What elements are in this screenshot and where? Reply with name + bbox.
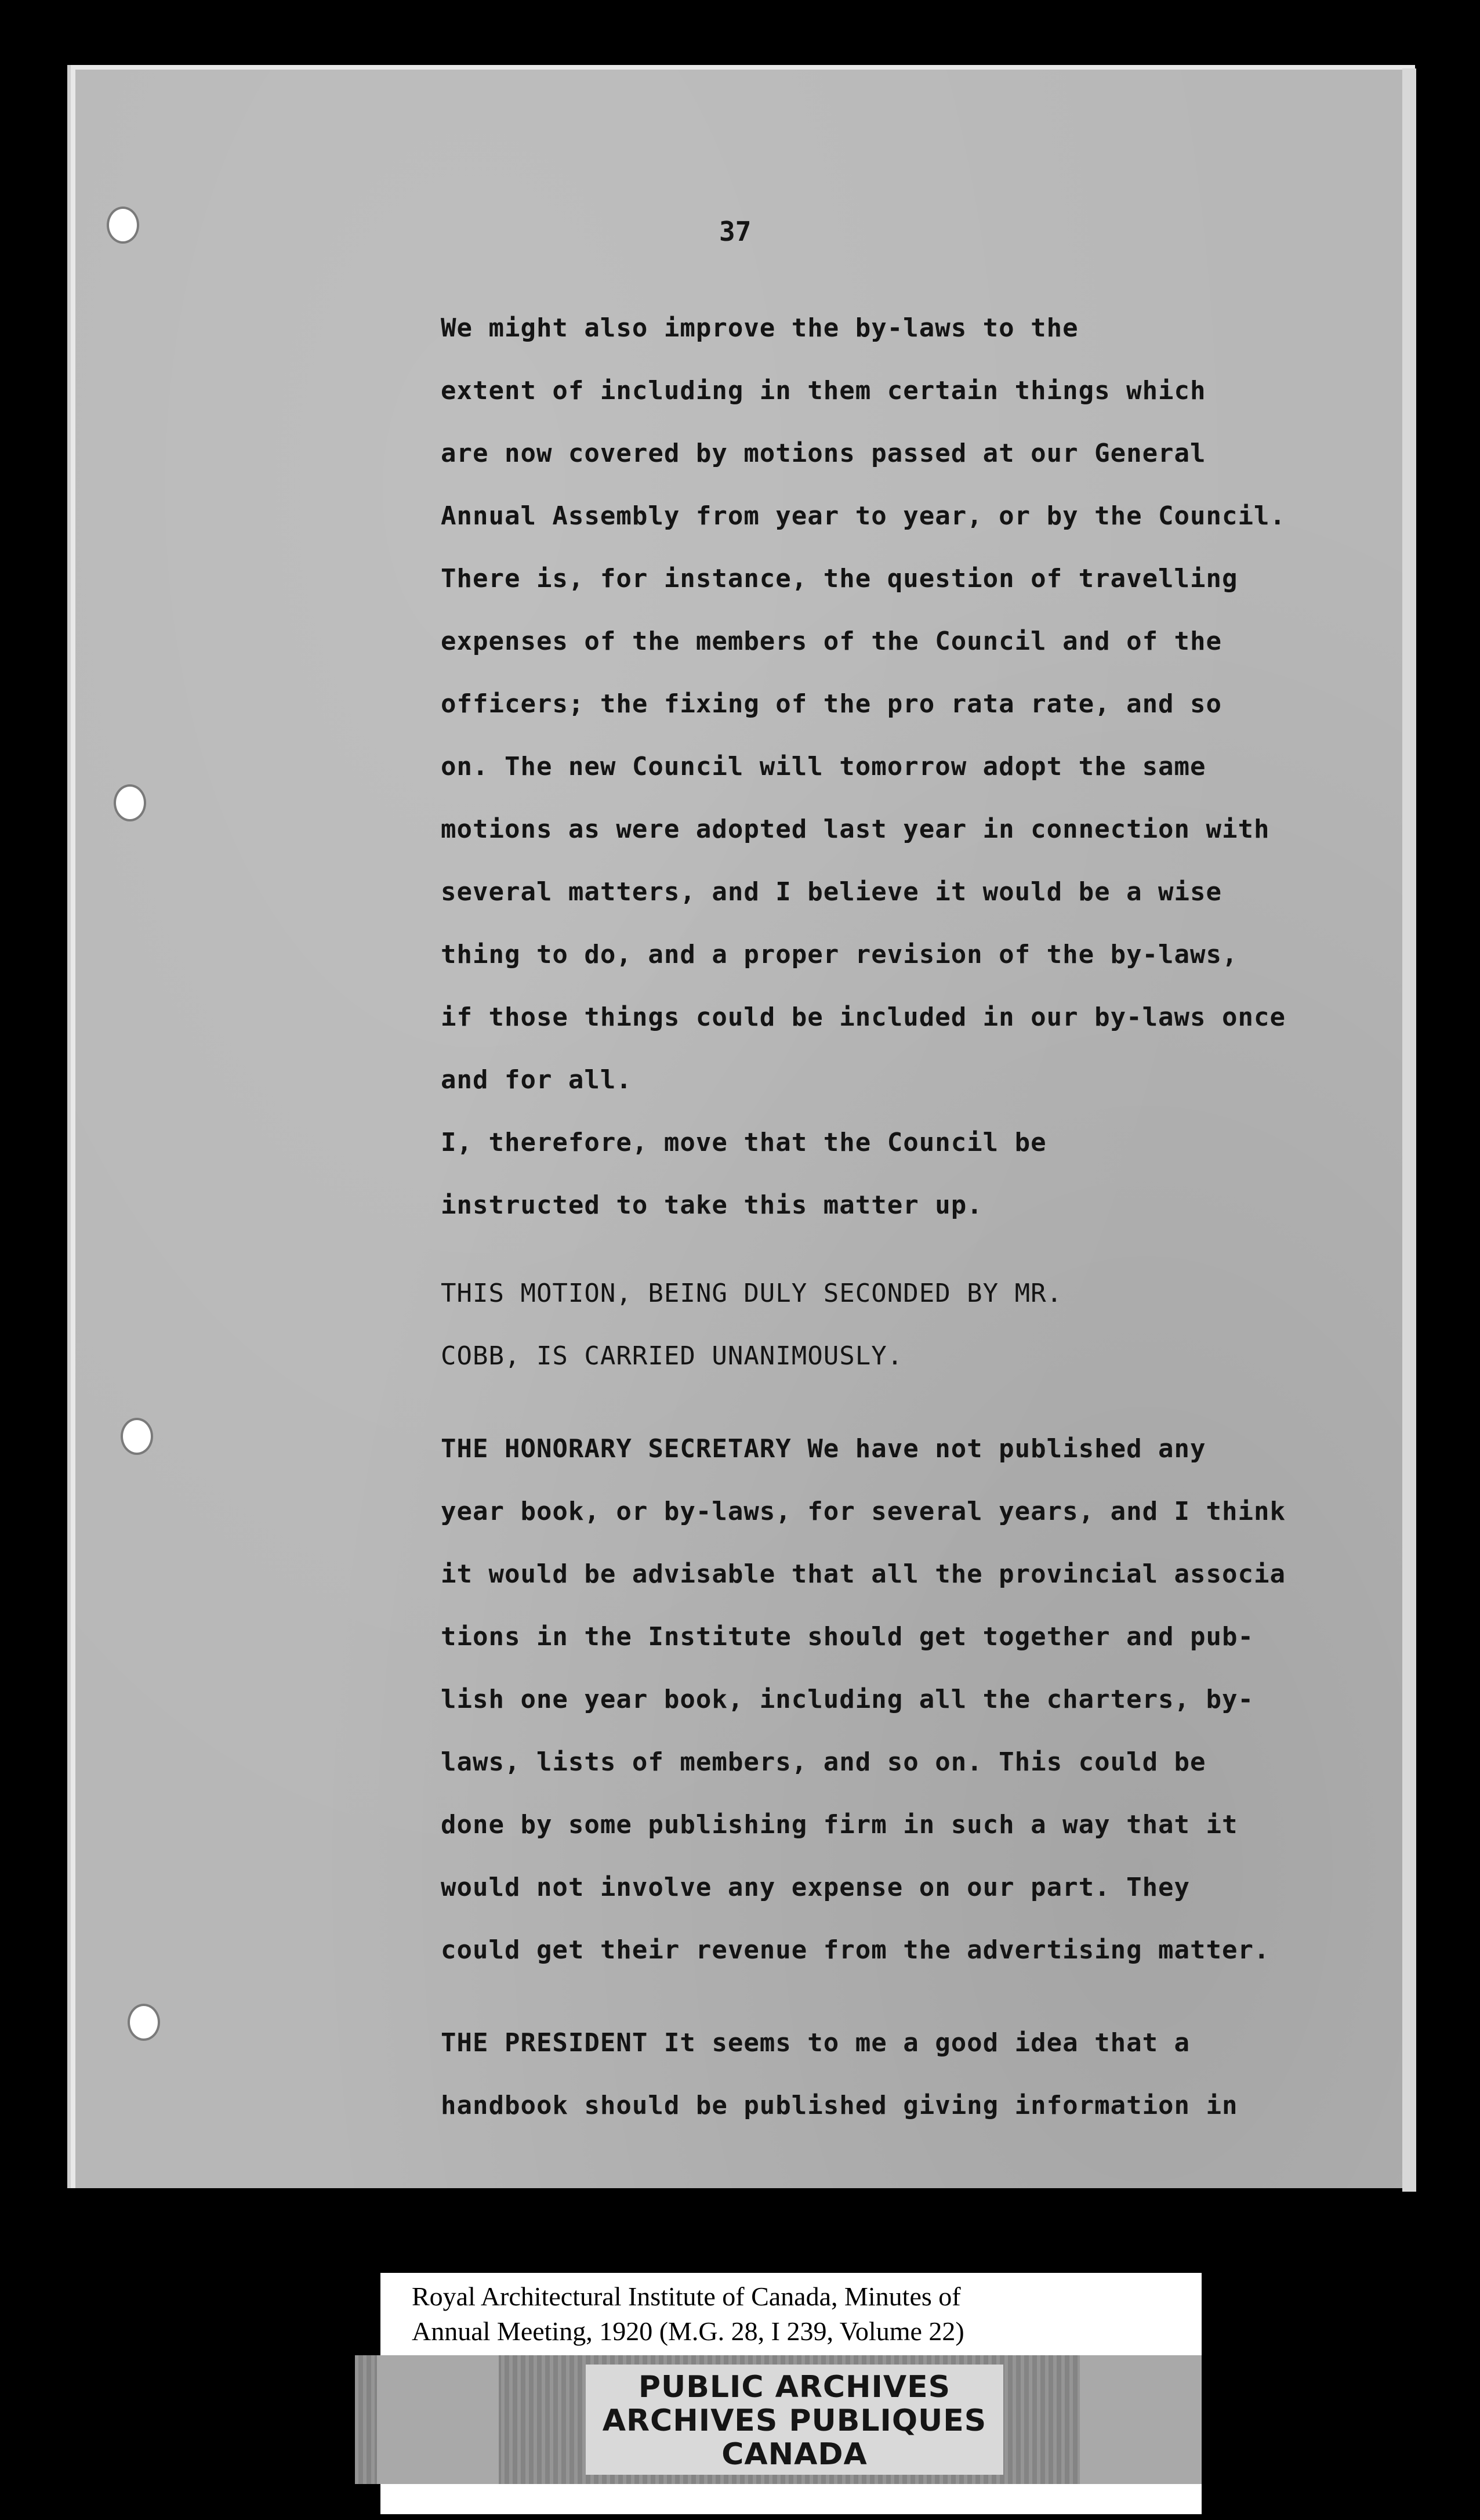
- text-line: would not involve any expense on our part. They: [441, 1873, 1191, 1902]
- text-line: tions in the Institute should get together and pub-: [441, 1622, 1254, 1652]
- text-line: are now covered by motions passed at our General: [441, 439, 1206, 468]
- text-line: and for all.: [441, 1065, 632, 1095]
- bottom-margin: [380, 2484, 1202, 2514]
- text-line: lish one year book, including all the charters, by-: [441, 1685, 1254, 1714]
- stamp-tab-left: [377, 2355, 499, 2484]
- text-line: officers; the fixing of the pro rata rate, and so: [441, 689, 1223, 719]
- text-line: laws, lists of members, and so on. This could be: [441, 1747, 1206, 1777]
- archives-stamp: [586, 2365, 1003, 2475]
- punch-hole-4: [128, 2004, 160, 2041]
- text-line: handbook should be published giving information in: [441, 2091, 1238, 2120]
- text-line: THIS MOTION, BEING DULY SECONDED BY MR.: [441, 1279, 1063, 1308]
- text-line: if those things could be included in our by-laws once: [441, 1002, 1286, 1032]
- citation-line-1: Royal Architectural Institute of Canada, Minutes of: [412, 2282, 961, 2311]
- text-line: We might also improve the by-laws to the: [441, 313, 1079, 343]
- stamp-tab-right: [1080, 2355, 1202, 2484]
- page-number: 37: [719, 216, 752, 247]
- page-edge: [1402, 68, 1416, 2192]
- text-line: instructed to take this matter up.: [441, 1190, 983, 1220]
- punch-hole-3: [121, 1418, 153, 1455]
- citation-line-2: Annual Meeting, 1920 (M.G. 28, I 239, Volume 22): [412, 2316, 964, 2346]
- text-line: Annual Assembly from year to year, or by the Council.: [441, 501, 1286, 531]
- text-line: several matters, and I believe it would be a wise: [441, 877, 1223, 907]
- text-line: expenses of the members of the Council and of the: [441, 627, 1223, 656]
- text-line: motions as were adopted last year in connection with: [441, 814, 1270, 844]
- text-line: THE HONORARY SECRETARY We have not published any: [441, 1434, 1206, 1464]
- text-line: done by some publishing firm in such a way that it: [441, 1810, 1238, 1840]
- stamp-line-3: CANADA: [721, 2437, 868, 2472]
- stamp-line-2: ARCHIVES PUBLIQUES: [602, 2403, 987, 2438]
- text-line: COBB, IS CARRIED UNANIMOUSLY.: [441, 1341, 904, 1371]
- citation-label: [380, 2273, 1202, 2356]
- text-line: on. The new Council will tomorrow adopt the same: [441, 752, 1206, 781]
- text-line: There is, for instance, the question of travelling: [441, 564, 1238, 593]
- punch-hole-2: [114, 784, 146, 821]
- text-line: THE PRESIDENT It seems to me a good idea that a: [441, 2028, 1191, 2058]
- stamp-line-1: PUBLIC ARCHIVES: [638, 2370, 951, 2405]
- text-line: extent of including in them certain things which: [441, 376, 1206, 405]
- text-line: could get their revenue from the advertising matter.: [441, 1935, 1270, 1965]
- text-line: thing to do, and a proper revision of the by-laws,: [441, 940, 1238, 969]
- text-line: it would be advisable that all the provincial associa: [441, 1559, 1286, 1589]
- text-line: year book, or by-laws, for several years, and I think: [441, 1497, 1286, 1526]
- punch-hole-1: [107, 207, 139, 244]
- text-line: I, therefore, move that the Council be: [441, 1128, 1047, 1157]
